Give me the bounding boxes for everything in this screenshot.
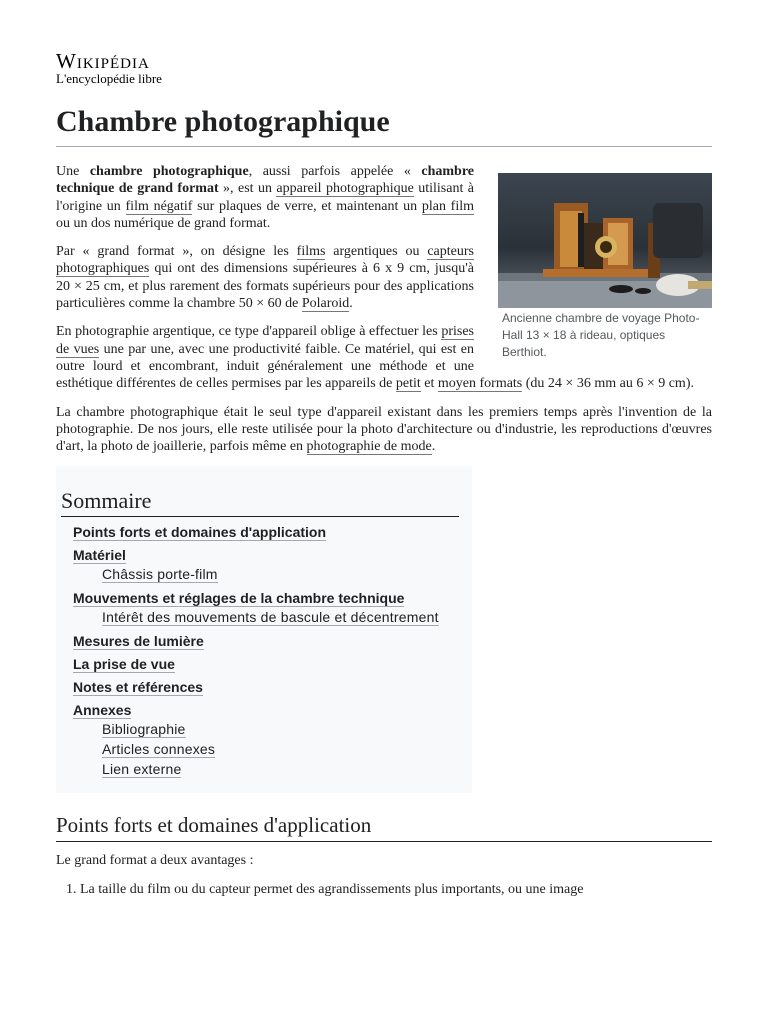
article-page [56,0,712,1024]
toc-item-chassis[interactable]: Châssis porte-film [102,566,218,583]
section-heading-points-forts: Points forts et domaines d'application [56,811,712,842]
page-title: Chambre photographique [56,100,712,147]
toc-item-materiel[interactable]: Matériel [73,547,126,564]
section-intro: Le grand format a deux avantages : [56,853,254,869]
paragraph-histoire: La chambre photographique était le seul type d'appareil existant dans les premiers temps après l'invention de la photographie. De nos jours, elle reste utilisée pour la photo d'architecture ou d'industrie, les reproductions d'œuvres d'art, la photo de joaillerie, parfois même en photographie de mode. [56,404,712,455]
toc-item-notes[interactable]: Notes et références [73,679,203,696]
advantages-list [56,881,712,898]
toc-item-interet[interactable]: Intérêt des mouvements de bascule et décentrement [102,609,439,626]
link-petit[interactable]: petit [395,376,421,392]
list-item: 1. La taille du film ou du capteur permet des agrandissements plus importants, ou une image [80,881,712,898]
link-photographie-de-mode[interactable]: photographie de mode [306,439,432,455]
toc-item-lien-externe[interactable]: Lien externe [102,761,182,778]
toc-title: Sommaire [61,488,459,517]
link-films[interactable]: films [296,244,326,260]
camera-photo-image[interactable] [498,173,712,308]
toc-item-articles-connexes[interactable]: Articles connexes [102,741,216,758]
logo-wordmark: Wikipédia [56,49,150,73]
article-content [56,163,712,898]
toc-item-points-forts[interactable]: Points forts et domaines d'application [73,524,327,541]
infobox-figure [498,173,712,361]
link-prises-de-vues[interactable]: prises de vues [56,324,474,357]
toc-item-mouvements[interactable]: Mouvements et réglages de la chambre technique [73,590,405,607]
link-capteurs-photographiques[interactable]: capteurs photographiques [56,244,474,277]
infobox-caption: Ancienne chambre de voyage Photo-Hall 13 × 18 à rideau, optiques Berthiot. [502,311,700,359]
link-plan-film[interactable]: plan film [421,198,474,214]
toc-item-mesures[interactable]: Mesures de lumière [73,633,204,650]
intro-paragraph: Une chambre photographique, aussi parfois appelée « chambre technique de grand format », est un appareil photographique utilisant à l'origine un film négatif sur plaques de verre, et maintenant un plan film ou un dos numérique de grand format. [56,164,475,231]
paragraph-grand-format: Par « grand format », on désigne les films argentiques ou capteurs photographiques qui ont des dimensions supérieures à 6 x 9 cm, jusqu'à 20 × 25 cm, et plus rarement des formats supérieurs pour des applications particulières comme la chambre 50 × 60 de Polaroid. [56,244,474,312]
paragraph-argentique: En photographie argentique, ce type d'appareil oblige à effectuer les prises de vues une par une, avec une productivité faible. Ce matériel, qui est en outre lourd et encombrant, induit généralement une méthode et une esthétique différentes de celles permises par les appareils de petit et moyen formats (du 24 × 36 mm au 6 × 9 cm). [56,324,694,392]
link-moyen-formats[interactable]: moyen formats [437,376,523,392]
toc-list [73,523,468,779]
wikipedia-logo[interactable] [56,50,162,86]
link-polaroid[interactable]: Polaroid [301,296,350,312]
toc-item-annexes[interactable]: Annexes [73,702,132,719]
toc-item-bibliographie[interactable]: Bibliographie [102,721,186,738]
link-film-negatif[interactable]: film négatif [125,198,193,214]
camera-photo-icon [498,173,712,308]
toc-item-prise-de-vue[interactable]: La prise de vue [73,656,175,673]
logo-tagline: L'encyclopédie libre [56,71,162,86]
link-appareil-photographique[interactable]: appareil photographique [276,181,414,197]
table-of-contents [56,466,472,793]
